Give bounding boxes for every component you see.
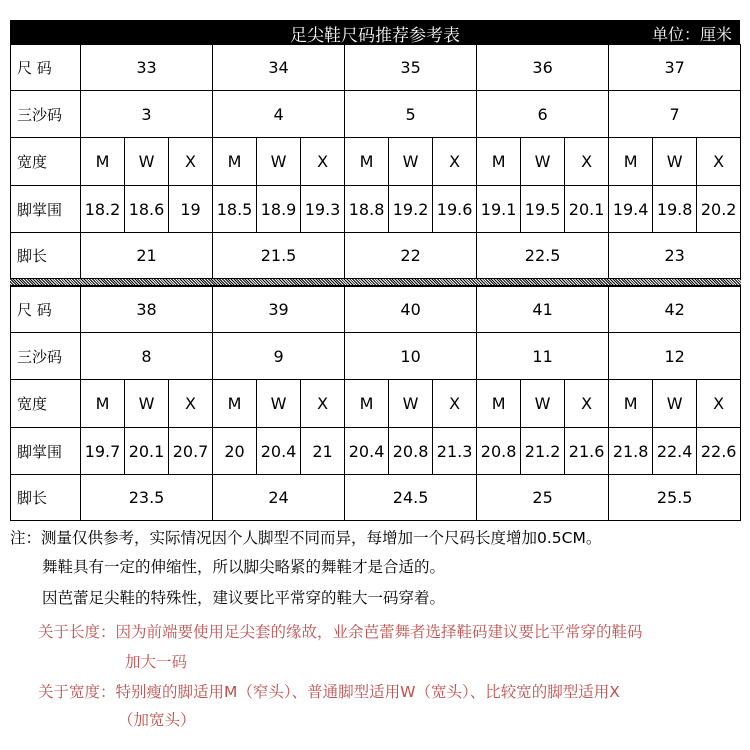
- size-cell: 34: [213, 45, 345, 91]
- width-type-cell: W: [257, 138, 301, 186]
- ball-cell: 18.8: [345, 186, 389, 233]
- width-type-cell: M: [609, 138, 653, 186]
- size-cell: 38: [81, 287, 213, 333]
- width-type-cell: X: [169, 380, 213, 428]
- length-cell: 24: [213, 475, 345, 521]
- ball-cell: 22.4: [653, 428, 697, 475]
- ball-cell: 19.3: [301, 186, 345, 233]
- note-line-3: 因芭蕾足尖鞋的特殊性，建议要比平常穿的鞋大一码穿着。: [42, 589, 446, 607]
- row-label-width: 宽度: [11, 138, 81, 186]
- width-type-cell: X: [565, 380, 609, 428]
- row-sansha: [11, 333, 741, 380]
- length-cell: 22: [345, 233, 477, 279]
- width-type-cell: M: [345, 138, 389, 186]
- length-note-cont: 加大一码: [125, 653, 188, 671]
- row-label-sansha: 三沙码: [11, 333, 81, 380]
- row-width: [11, 138, 741, 186]
- row-size: [11, 45, 741, 91]
- row-width: [11, 380, 741, 428]
- ball-cell: 19.2: [389, 186, 433, 233]
- ball-cell: 20.2: [697, 186, 741, 233]
- width-type-cell: X: [565, 138, 609, 186]
- ball-cell: 20.1: [565, 186, 609, 233]
- sansha-cell: 9: [213, 333, 345, 380]
- width-type-cell: X: [169, 138, 213, 186]
- length-cell: 24.5: [345, 475, 477, 521]
- ball-cell: 18.9: [257, 186, 301, 233]
- width-type-cell: X: [697, 138, 741, 186]
- ball-cell: 21.3: [433, 428, 477, 475]
- ball-cell: 21.6: [565, 428, 609, 475]
- ball-cell: 19.5: [521, 186, 565, 233]
- size-cell: 35: [345, 45, 477, 91]
- width-type-cell: X: [301, 380, 345, 428]
- row-sansha: [11, 91, 741, 138]
- size-cell: 39: [213, 287, 345, 333]
- width-type-cell: M: [81, 138, 125, 186]
- row-length: [11, 233, 741, 279]
- size-cell: 42: [609, 287, 741, 333]
- ball-cell: 19.4: [609, 186, 653, 233]
- sansha-cell: 11: [477, 333, 609, 380]
- unit-label: 单位：厘米: [651, 25, 732, 44]
- ball-cell: 20.7: [169, 428, 213, 475]
- width-type-cell: M: [213, 138, 257, 186]
- row-label-size: 尺 码: [11, 287, 81, 333]
- width-type-cell: W: [389, 380, 433, 428]
- width-type-cell: M: [213, 380, 257, 428]
- ball-cell: 22.6: [697, 428, 741, 475]
- length-cell: 21: [81, 233, 213, 279]
- sansha-cell: 6: [477, 91, 609, 138]
- ball-cell: 19.7: [81, 428, 125, 475]
- width-type-cell: X: [697, 380, 741, 428]
- width-type-cell: X: [433, 138, 477, 186]
- length-cell: 25.5: [609, 475, 741, 521]
- row-label-size: 尺 码: [11, 45, 81, 91]
- ball-cell: 21.2: [521, 428, 565, 475]
- ball-cell: 20.8: [477, 428, 521, 475]
- row-label-length: 脚长: [11, 475, 81, 521]
- row-ball: [11, 186, 741, 233]
- row-ball: [11, 428, 741, 475]
- table-title: 足尖鞋尺码推荐参考表: [290, 26, 460, 46]
- sansha-cell: 7: [609, 91, 741, 138]
- size-cell: 33: [81, 45, 213, 91]
- width-type-cell: W: [389, 138, 433, 186]
- row-label-ball: 脚掌围: [11, 186, 81, 233]
- sansha-cell: 8: [81, 333, 213, 380]
- table-header: [10, 20, 740, 44]
- size-table-2: [10, 286, 741, 521]
- width-type-cell: X: [301, 138, 345, 186]
- length-cell: 21.5: [213, 233, 345, 279]
- ball-cell: 19.8: [653, 186, 697, 233]
- row-label-sansha: 三沙码: [11, 91, 81, 138]
- width-type-cell: W: [521, 138, 565, 186]
- length-note: 关于长度：因为前端要使用足尖套的缘故，业余芭蕾舞者选择鞋码建议要比平常穿的鞋码: [38, 623, 643, 641]
- note-line-1: 注：测量仅供参考，实际情况因个人脚型不同而异，每增加一个尺码长度增加0.5CM。: [10, 529, 602, 547]
- length-cell: 23: [609, 233, 741, 279]
- ball-cell: 19: [169, 186, 213, 233]
- width-type-cell: W: [653, 380, 697, 428]
- ball-cell: 19.1: [477, 186, 521, 233]
- length-cell: 23.5: [81, 475, 213, 521]
- sansha-cell: 12: [609, 333, 741, 380]
- ball-cell: 18.6: [125, 186, 169, 233]
- size-cell: 40: [345, 287, 477, 333]
- length-cell: 22.5: [477, 233, 609, 279]
- size-cell: 36: [477, 45, 609, 91]
- width-type-cell: W: [653, 138, 697, 186]
- width-type-cell: M: [477, 138, 521, 186]
- row-size: [11, 287, 741, 333]
- width-type-cell: M: [345, 380, 389, 428]
- ball-cell: 18.2: [81, 186, 125, 233]
- width-type-cell: W: [125, 138, 169, 186]
- ball-cell: 20.8: [389, 428, 433, 475]
- ball-cell: 21.8: [609, 428, 653, 475]
- ball-cell: 21: [301, 428, 345, 475]
- row-length: [11, 475, 741, 521]
- width-note-cont: （加宽头）: [118, 711, 196, 729]
- size-cell: 37: [609, 45, 741, 91]
- sansha-cell: 5: [345, 91, 477, 138]
- width-type-cell: M: [81, 380, 125, 428]
- width-type-cell: M: [609, 380, 653, 428]
- table-separator: [10, 278, 741, 286]
- width-type-cell: W: [257, 380, 301, 428]
- width-type-cell: W: [125, 380, 169, 428]
- note-line-2: 舞鞋具有一定的伸缩性，所以脚尖略紧的舞鞋才是合适的。: [42, 558, 446, 576]
- sansha-cell: 3: [81, 91, 213, 138]
- ball-cell: 20: [213, 428, 257, 475]
- width-type-cell: X: [433, 380, 477, 428]
- ball-cell: 19.6: [433, 186, 477, 233]
- row-label-ball: 脚掌围: [11, 428, 81, 475]
- length-cell: 25: [477, 475, 609, 521]
- ball-cell: 18.5: [213, 186, 257, 233]
- ball-cell: 20.1: [125, 428, 169, 475]
- row-label-width: 宽度: [11, 380, 81, 428]
- ball-cell: 20.4: [345, 428, 389, 475]
- size-cell: 41: [477, 287, 609, 333]
- size-table-1: [10, 44, 741, 279]
- width-type-cell: M: [477, 380, 521, 428]
- width-type-cell: W: [521, 380, 565, 428]
- row-label-length: 脚长: [11, 233, 81, 279]
- width-note: 关于宽度：特别瘦的脚适用M（窄头）、普通脚型适用W（宽头）、比较宽的脚型适用X: [38, 683, 620, 701]
- sansha-cell: 4: [213, 91, 345, 138]
- ball-cell: 20.4: [257, 428, 301, 475]
- sansha-cell: 10: [345, 333, 477, 380]
